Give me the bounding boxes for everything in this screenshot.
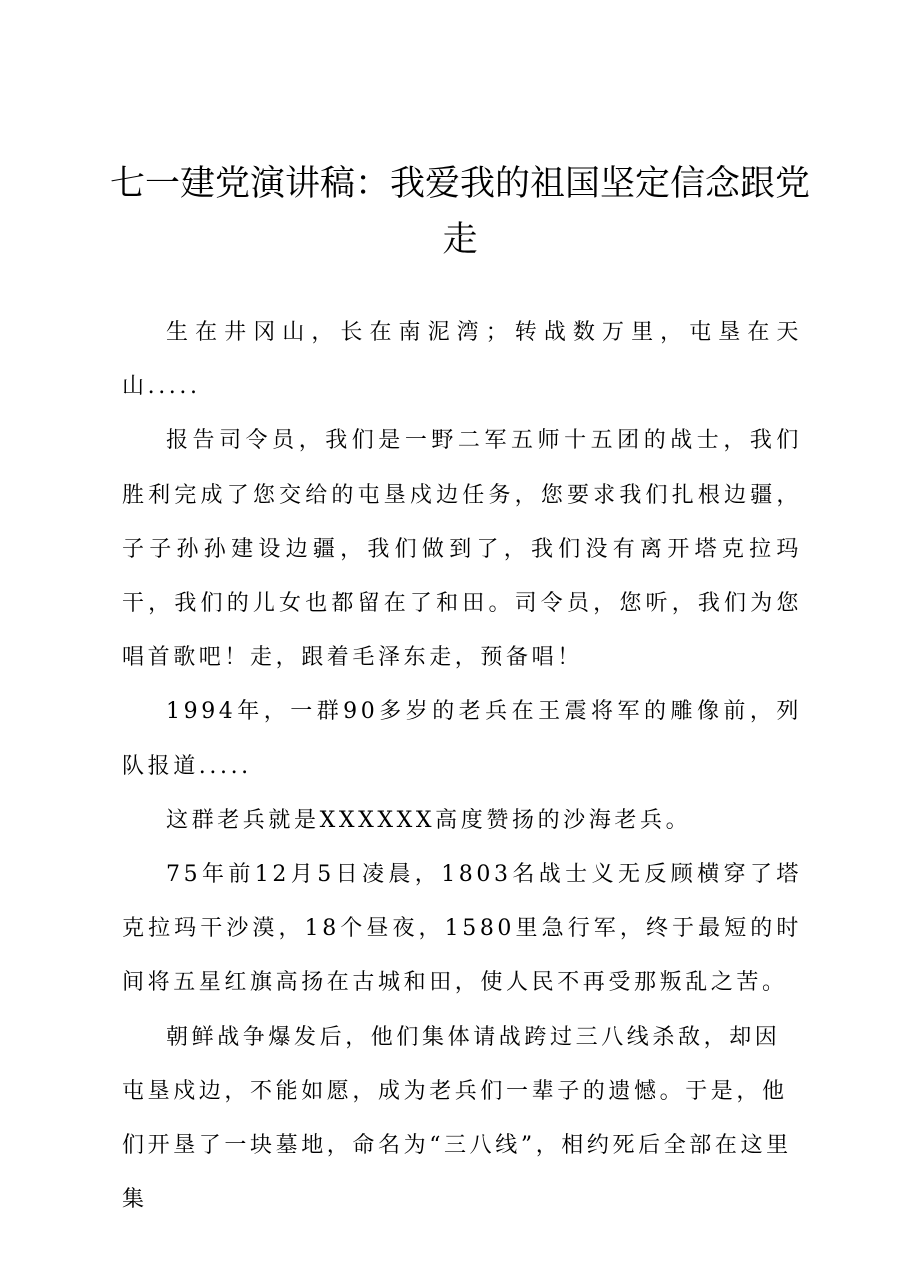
paragraph-3: 1994年，一群90多岁的老兵在王震将军的雕像前，列队报道.....: [122, 699, 802, 779]
paragraph-4: 这群老兵就是XXXXXX高度赞扬的沙海老兵。: [166, 807, 692, 833]
paragraph-1: 生在井冈山，长在南泥湾；转战数万里，屯垦在天山.....: [122, 320, 802, 400]
document-title: 七一建党演讲稿：我爱我的祖国坚定信念跟党走: [110, 164, 811, 260]
document-body: [122, 306, 802, 1227]
paragraph-2: 报告司令员，我们是一野二军五师十五团的战士，我们胜利完成了您交给的屯垦戍边任务，您要求我们扎根边疆，子子孙孙建设边疆，我们做到了，我们没有离开塔克拉玛干，我们的儿女也都留在了和田。司令员，您听，我们为您唱首歌吧！走，跟着毛泽东走，预备唱！: [122, 428, 802, 671]
paragraph-5: 75年前12月5日凌晨，1803名战士义无反顾横穿了塔克拉玛干沙漠，18个昼夜，1580里急行军，终于最短的时间将五星红旗高扬在古城和田，使人民不再受那叛乱之苦。: [122, 862, 802, 996]
paragraph-6: 朝鲜战争爆发后，他们集体请战跨过三八线杀敌，却因屯垦戍边，不能如愿，成为老兵们一辈子的遗憾。于是，他们开垦了一块墓地，命名为“三八线”，相约死后全部在这里集: [122, 1024, 792, 1213]
